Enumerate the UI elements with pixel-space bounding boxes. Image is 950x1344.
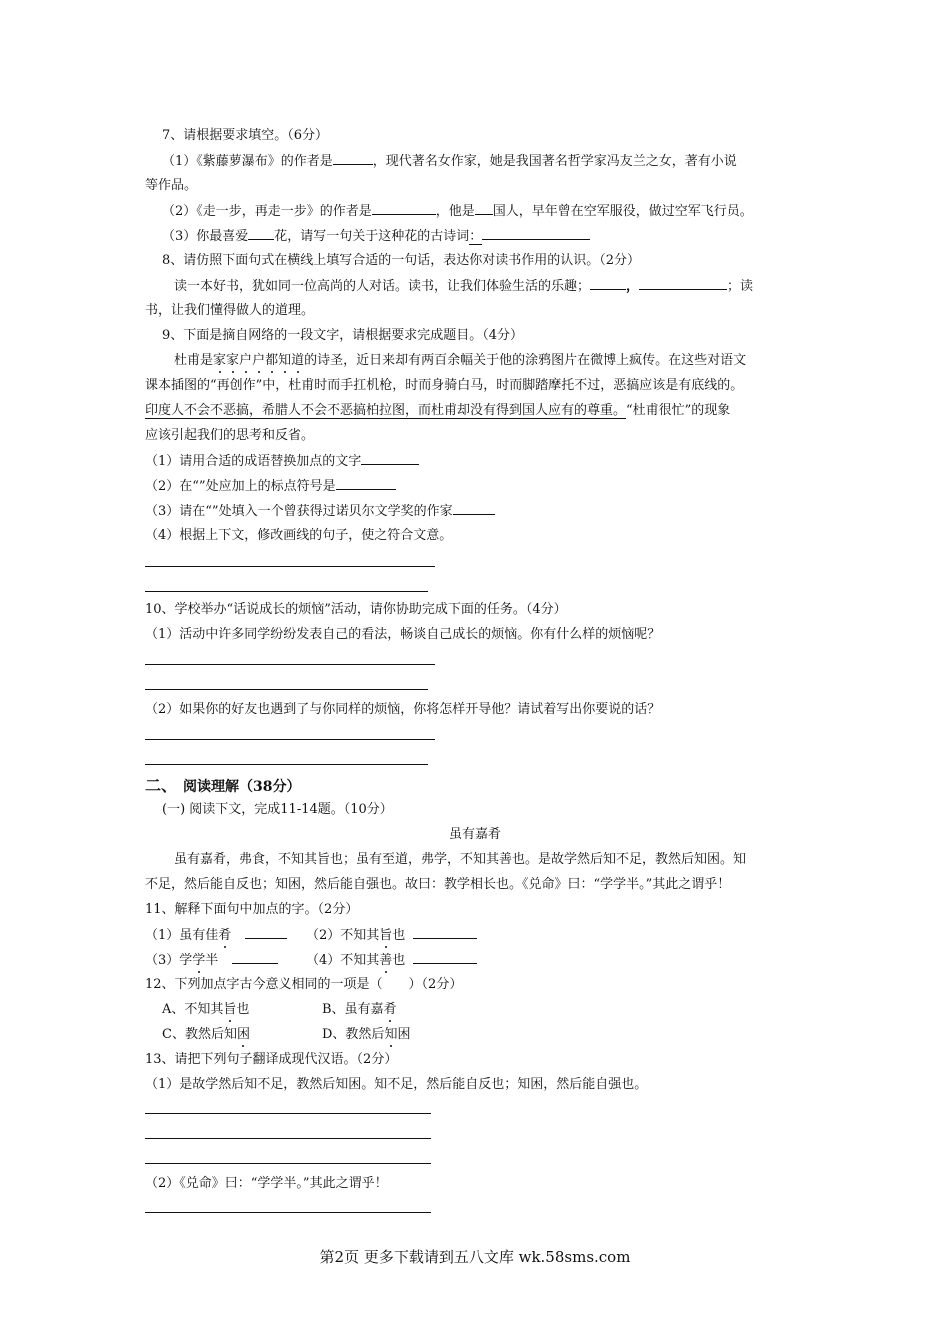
q11-title: 11、解释下面句中加点的字。（2分）: [145, 902, 359, 917]
passage-title: 虽有嘉肴: [448, 827, 501, 842]
q12-option-d[interactable]: [322, 1026, 410, 1044]
q12-title: 12、下列加点字古今意义相同的一项是（ ）（2分）: [145, 977, 463, 992]
q8-line-1-comma: ，: [626, 279, 640, 294]
q11-item-2: [306, 926, 477, 945]
q9-passage-text-b: 的诗圣，近日来却有两百余幅关于他的涂鸦图片在微博上疯传。在这些对语文: [304, 353, 747, 368]
q8-answer-blank-1[interactable]: [590, 277, 626, 290]
passage-line-2: 不足，然后能自反也；知困，然后能自强也。故曰：教学相长也。《兑命》曰：“学学半。”其此之谓乎！: [145, 877, 731, 892]
q13-answer-line-4[interactable]: [145, 1212, 431, 1213]
q13-answer-line-2[interactable]: [145, 1138, 431, 1139]
q11-item-2-dotted-char: 旨: [379, 928, 393, 943]
q11-answer-blank-3[interactable]: [232, 951, 278, 964]
q9-answer-line-1[interactable]: [145, 566, 435, 567]
section-2-subheading: (一) 阅读下文，完成11-14题。（10分）: [162, 802, 393, 817]
q11-item-4-text-a: （4）不知其: [306, 953, 380, 968]
dotted-char: 家: [226, 353, 240, 368]
dotted-char: 知: [278, 353, 292, 368]
q9-sub-2: [145, 477, 396, 496]
q9-passage-line-1: [174, 352, 746, 370]
q7-item-3-text-a: （3）你最喜爱: [162, 229, 249, 244]
q10-answer-line-4[interactable]: [145, 764, 428, 765]
q10-answer-line-3[interactable]: [145, 739, 435, 740]
q12-option-a-text-b: 也: [236, 1002, 250, 1017]
q7-item-2-text-c: 国人，早年曾在空军服役，做过空军飞行员。: [492, 204, 753, 219]
q11-item-3: [145, 951, 278, 970]
q10-answer-line-2[interactable]: [145, 689, 428, 690]
q9-sub-1: [145, 452, 419, 471]
q7-item-2: [162, 202, 753, 221]
q9-passage-line-2: 课本插图的“再创作”中，杜甫时而手扛机枪，时而身骑白马，时而脚踏摩托不过，恶搞应该是有底线的。: [145, 378, 744, 393]
q12-option-d-text-b: 困: [397, 1027, 411, 1042]
q8-line-1-text-a: 读一本好书，犹如同一位高尚的人对话。读书，让我们体验生活的乐趣；: [174, 279, 591, 294]
q9-sub-3-text: （3）请在“”处填入一个曾获得过诺贝尔文学奖的作家: [145, 504, 453, 519]
q7-item-3: [162, 227, 590, 246]
q13-answer-line-1[interactable]: [145, 1113, 431, 1114]
q8-line-1-text-c: ；读: [727, 279, 754, 294]
q7-item-1-cont: 等作品。: [145, 178, 198, 193]
q13-title: 13、请把下列句子翻译成现代汉语。（2分）: [145, 1052, 398, 1067]
q10-title: 10、学校举办“话说成长的烦恼”活动，请你协助完成下面的任务。（4分）: [145, 602, 567, 617]
q7-answer-blank-1[interactable]: [333, 152, 373, 165]
q12-option-a-dotted-char: 旨: [223, 1002, 237, 1017]
dotted-char: 户: [252, 353, 266, 368]
q10-sub-2: （2）如果你的好友也遇到了与你同样的烦恼，你将怎样开导他？请试着写出你要说的话？: [145, 702, 661, 717]
q11-item-3-text-b: 半: [205, 953, 219, 968]
q9-answer-blank-1[interactable]: [361, 452, 419, 465]
q8-answer-blank-2[interactable]: [639, 277, 727, 290]
q9-passage-line-3: [145, 402, 730, 420]
q9-dotted-phrase: [213, 353, 304, 368]
q9-answer-blank-3[interactable]: [453, 502, 495, 515]
q7-item-2-text-b: ，他是: [435, 204, 475, 219]
q7-item-3-text-b: 花，请写一句关于这种花的古诗词: [274, 229, 470, 244]
q9-passage-text-c: “杜甫很忙”的现象: [626, 403, 731, 418]
q11-item-4-text-b: 也: [392, 953, 406, 968]
page-footer: 第2页 更多下载请到五八文库 wk.58sms.com: [319, 1248, 631, 1266]
q7-item-2-text-a: （2）《走一步，再走一步》的作者是: [162, 204, 372, 219]
q12-option-c-text-a: C、教然后知: [162, 1027, 237, 1042]
dotted-char: 户: [239, 353, 253, 368]
q9-answer-line-2[interactable]: [145, 591, 428, 592]
q13-sub-1: （1）是故学然后知不足，教然后知困。知不足，然后能自反也；知困，然后能自强也。: [145, 1077, 648, 1092]
q13-sub-2: （2）《兑命》曰：“学学半。”其此之谓乎！: [145, 1176, 388, 1191]
q12-option-d-dotted-char: 知: [384, 1027, 398, 1042]
q13-answer-line-3[interactable]: [145, 1163, 431, 1164]
section-2-number: 二、: [145, 776, 178, 795]
q7-answer-blank-5[interactable]: [482, 227, 590, 240]
q11-item-1-dotted-char: 肴: [218, 928, 232, 943]
q7-answer-blank-2[interactable]: [372, 202, 436, 215]
q12-option-a[interactable]: [162, 1001, 249, 1019]
q12-option-b[interactable]: [322, 1001, 397, 1019]
q11-item-2-text-b: 也: [392, 928, 406, 943]
q7-title: 7、请根据要求填空。（6分）: [162, 128, 329, 143]
q9-passage-text-a: 杜甫是: [174, 353, 214, 368]
q10-answer-line-1[interactable]: [145, 664, 435, 665]
q7-item-1-text-b: ，现代著名女作家，她是我国著名哲学家冯友兰之女，著有小说: [372, 154, 737, 169]
q9-sub-3: [145, 502, 495, 521]
q11-answer-blank-2[interactable]: [413, 926, 477, 939]
q11-item-1-text: （1）虽有佳: [145, 928, 219, 943]
q11-item-4-dotted-char: 善: [379, 953, 393, 968]
q11-item-2-text-a: （2）不知其: [306, 928, 380, 943]
q7-item-1-text-a: （1）《紫藤萝瀑布》的作者是: [162, 154, 333, 169]
q11-item-1: [145, 926, 287, 945]
q9-answer-blank-2[interactable]: [336, 477, 396, 490]
q9-underlined-sentence: 印度人不会不恶搞，希腊人不会不恶搞柏拉图，而杜甫却没有得到国人应有的尊重。: [145, 403, 627, 418]
q11-item-4: [306, 951, 477, 970]
q9-passage-line-4: 应该引起我们的思考和反省。: [145, 428, 315, 443]
q12-option-d-text-a: D、教然后: [322, 1027, 385, 1042]
q12-option-b-text-a: B、虽有嘉: [322, 1002, 384, 1017]
dotted-char: 家: [213, 353, 227, 368]
q12-option-c[interactable]: [162, 1026, 250, 1044]
q9-sub-1-text: （1）请用合适的成语替换加点的文字: [145, 454, 362, 469]
q12-option-b-dotted-char: 肴: [383, 1002, 397, 1017]
q11-item-3-text-a: （3）学: [145, 953, 193, 968]
q8-line-2: 书，让我们懂得做人的道理。: [145, 303, 315, 318]
q8-title: 8、请仿照下面句式在横线上填写合适的一句话，表达你对读书作用的认识。（2分）: [162, 253, 641, 268]
dotted-char: 都: [265, 353, 279, 368]
q9-title: 9、下面是摘自网络的一段文字，请根据要求完成题目。（4分）: [162, 328, 524, 343]
q7-answer-blank-4[interactable]: [248, 227, 274, 240]
section-2-heading: [145, 777, 301, 796]
q11-item-3-dotted-char: 学: [192, 953, 206, 968]
q9-sub-2-text: （2）在“”处应加上的标点符号是: [145, 479, 336, 494]
q7-item-3-colon: ：: [469, 229, 483, 244]
q11-answer-blank-1[interactable]: [245, 926, 287, 939]
q10-sub-1: （1）活动中许多同学纷纷发表自己的看法，畅谈自己成长的烦恼。你有什么样的烦恼呢？: [145, 627, 661, 642]
dotted-char: 道: [291, 353, 305, 368]
q12-option-a-text-a: A、不知其: [162, 1002, 224, 1017]
passage-line-1: 虽有嘉肴，弗食，不知其旨也；虽有至道，弗学，不知其善也。是故学然后知不足，教然后知困。知: [174, 852, 747, 867]
q9-sub-4: （4）根据上下文，修改画线的句子，使之符合文意。: [145, 528, 453, 543]
q7-answer-blank-3[interactable]: [475, 202, 493, 215]
q8-line-1: [174, 277, 753, 296]
q7-item-1: [162, 152, 737, 171]
section-2-title: 阅读理解（38分）: [183, 779, 301, 795]
q12-option-c-dotted-char: 困: [236, 1027, 250, 1042]
q11-answer-blank-4[interactable]: [413, 951, 477, 964]
